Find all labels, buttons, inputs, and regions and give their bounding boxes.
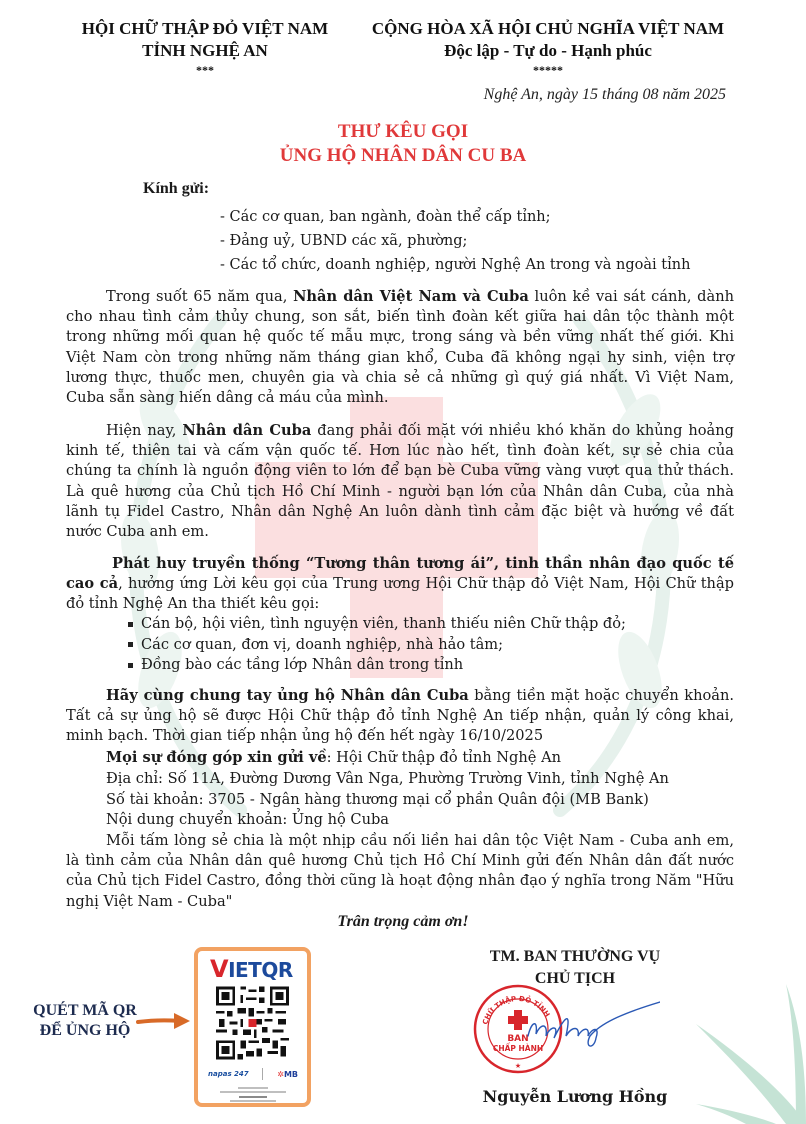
org-stars: *** bbox=[196, 63, 214, 77]
seal-center-text-1: BAN bbox=[507, 1034, 529, 1044]
greeting-label: Kính gửi: bbox=[143, 180, 210, 197]
bullet-text: Cán bộ, hội viên, tình nguyện viên, thanh thiếu niên Chữ thập đỏ; bbox=[141, 615, 626, 632]
account-line: Số tài khoản: 3705 - Ngân hàng thương mại cổ phần Quân đội (MB Bank) bbox=[106, 790, 649, 808]
vietqr-logo bbox=[210, 955, 293, 983]
qr-label-line-1: QUÉT MÃ QR bbox=[33, 1002, 137, 1019]
nation-name: CỘNG HÒA XÃ HỘI CHỦ NGHĨA VIỆT NAM bbox=[371, 19, 725, 38]
bold-text: Hãy cùng chung tay ủng hộ Nhân dân Cuba bbox=[106, 687, 469, 704]
recipient-list bbox=[220, 205, 690, 277]
national-stars: ***** bbox=[533, 63, 563, 77]
thank-you-line: Trân trọng cảm ơn! bbox=[337, 913, 469, 930]
document-title bbox=[0, 120, 806, 168]
qr-code-icon[interactable] bbox=[213, 984, 292, 1062]
qr-scan-label bbox=[20, 1001, 150, 1041]
document-date: Nghệ An, ngày 15 tháng 08 năm 2025 bbox=[483, 86, 726, 103]
transfer-note-line: Nội dung chuyển khoản: Ủng hộ Cuba bbox=[106, 811, 390, 829]
bullet-icon bbox=[128, 622, 133, 627]
text: Trong suốt 65 năm qua, bbox=[106, 288, 294, 305]
signatory-title-line-2: CHỦ TỊCH bbox=[534, 970, 616, 987]
svg-text:★: ★ bbox=[514, 1062, 522, 1070]
seal-arc-text: CHỮ THẬP ĐỎ TỈNH bbox=[481, 994, 552, 1026]
divider bbox=[262, 1068, 263, 1080]
paragraph-friendship bbox=[66, 287, 734, 408]
bullet-icon bbox=[128, 663, 133, 668]
bold-text: Nhân dân Việt Nam và Cuba bbox=[293, 288, 529, 305]
national-motto: Độc lập - Tự do - Hạnh phúc bbox=[444, 41, 652, 60]
org-province: TỈNH NGHỆ AN bbox=[142, 41, 268, 60]
bullet-item bbox=[128, 635, 626, 656]
paragraph-closing bbox=[66, 831, 734, 912]
qr-account-info bbox=[216, 1084, 290, 1105]
bullet-icon bbox=[128, 642, 133, 647]
arrow-right-icon bbox=[136, 1010, 192, 1032]
bullet-text: Đồng bào các tầng lớp Nhân dân trong tỉnh bbox=[141, 656, 464, 673]
org-name: HỘI CHỮ THẬP ĐỎ VIỆT NAM bbox=[81, 19, 329, 38]
text: Mỗi tấm lòng sẻ chia là một nhịp cầu nối liền hai dân tộc Việt Nam - Cuba anh em, là tình cảm của Nhân dân quê hương Chủ tịch Hồ Chí Minh gửi đến Nhân dân đất nước của Chủ tịch Fidel Castro, đồng thời cũng là hoạt động nhân đạo ý nghĩa trong Năm "Hữu nghị Việt Nam - Cuba" bbox=[66, 832, 734, 910]
appeal-bullet-list bbox=[128, 614, 626, 676]
handwritten-signature-icon bbox=[520, 998, 660, 1048]
send-to-line bbox=[106, 748, 669, 769]
text: luôn kề vai sát cánh, dành cho nhau tình cảm thủy chung, son sắt, biến tình đoàn kết giữa hai dân tộc thành một trong những mối quan hệ quốc tế mẫu mực, trong sáng và bền vững nhất thế giới. Khi Việt Nam còn trong những năm tháng gian khổ, Cuba đã không ngại hy sinh, viện trợ lương thực, thuốc men, chuyên gia và chia sẻ cả những gì quý giá nhất. Vì Việt Nam, Cuba sẵn sàng hiến dâng cả máu của mình. bbox=[66, 288, 735, 407]
paragraph-appeal bbox=[66, 554, 734, 615]
seal-center-text-2: CHẤP HÀNH bbox=[492, 1044, 544, 1053]
title-line-1: THƯ KÊU GỌI bbox=[337, 121, 469, 142]
recipient-item: - Các cơ quan, ban ngành, đoàn thể cấp tỉnh; bbox=[220, 209, 551, 225]
text: đang phải đối mặt với nhiều khó khăn do khủng hoảng kinh tế, thiên tai và cấm vận quốc tế. Hơn lúc nào hết, tình đoàn kết, sự sẻ chia của chúng ta chính là nguồn động viên to lớn để bạn bè Cuba vững vàng vượt qua thử thách. Là quê hương của Chủ tịch Hồ Chí Minh - người bạn lớn của Nhân dân Cuba, của nhà lãnh tụ Fidel Castro, Nhân dân Nghệ An luôn dành tình cảm đặc biệt và hướng về đất nước Cuba anh em. bbox=[66, 422, 734, 541]
signatory-title-line-1: TM. BAN THƯỜNG VỤ bbox=[489, 948, 661, 965]
address-line: Địa chỉ: Số 11A, Đường Dương Vân Nga, Phường Trường Vinh, tỉnh Nghệ An bbox=[106, 769, 669, 787]
signatory-name: Nguyễn Lương Hồng bbox=[482, 1087, 668, 1106]
national-header bbox=[350, 18, 746, 78]
text: Hiện nay, bbox=[106, 422, 183, 439]
logo-text: IETQR bbox=[228, 958, 293, 982]
send-to-label: Mọi sự đóng góp xin gửi về bbox=[106, 749, 327, 766]
title-line-2: ỦNG HỘ NHÂN DÂN CU BA bbox=[279, 145, 527, 166]
text: bằng tiền mặt hoặc chuyển khoản. Tất cả sự ủng hộ sẽ được Hội Chữ thập đỏ tỉnh Nghệ An tiếp nhận, quản lý công khai, minh bạch. Thời gian tiếp nhận ủng hộ đến hết ngày 16/10/2025 bbox=[66, 687, 734, 745]
bold-text: Nhân dân Cuba bbox=[182, 422, 312, 439]
text: , hưởng ứng Lời kêu gọi của Trung ương Hội Chữ thập đỏ Việt Nam, Hội Chữ thập đỏ tỉnh Nghệ An tha thiết kêu gọi: bbox=[66, 575, 734, 613]
paragraph-call-to-action bbox=[66, 686, 734, 747]
paragraph-current-situation bbox=[66, 421, 734, 542]
logo-v: V bbox=[210, 955, 229, 983]
send-to-value: : Hội Chữ thập đỏ tỉnh Nghệ An bbox=[326, 749, 562, 766]
qr-label-line-2: ĐỂ ỦNG HỘ bbox=[39, 1022, 131, 1039]
mb-bank-logo bbox=[277, 1070, 298, 1079]
vietqr-card[interactable] bbox=[194, 947, 311, 1107]
mb-star-icon: ✲ bbox=[277, 1069, 284, 1079]
bullet-item bbox=[128, 655, 626, 676]
bold-text: Phát huy truyền thống “Tương thân tương ái”, tinh thần nhân đạo quốc tế cao cả bbox=[66, 555, 734, 593]
recipient-item: - Các tổ chức, doanh nghiệp, người Nghệ An trong và ngoài tỉnh bbox=[220, 257, 691, 273]
recipient-item: - Đảng uỷ, UBND các xã, phường; bbox=[220, 233, 468, 249]
contribution-details bbox=[106, 748, 669, 831]
napas-logo: napas 247 bbox=[208, 1070, 249, 1078]
bullet-item bbox=[128, 614, 626, 635]
bank-logos bbox=[208, 1068, 298, 1080]
mb-text: MB bbox=[283, 1069, 298, 1079]
bullet-text: Các cơ quan, đơn vị, doanh nghiệp, nhà hảo tâm; bbox=[141, 635, 504, 653]
org-header bbox=[60, 18, 350, 78]
